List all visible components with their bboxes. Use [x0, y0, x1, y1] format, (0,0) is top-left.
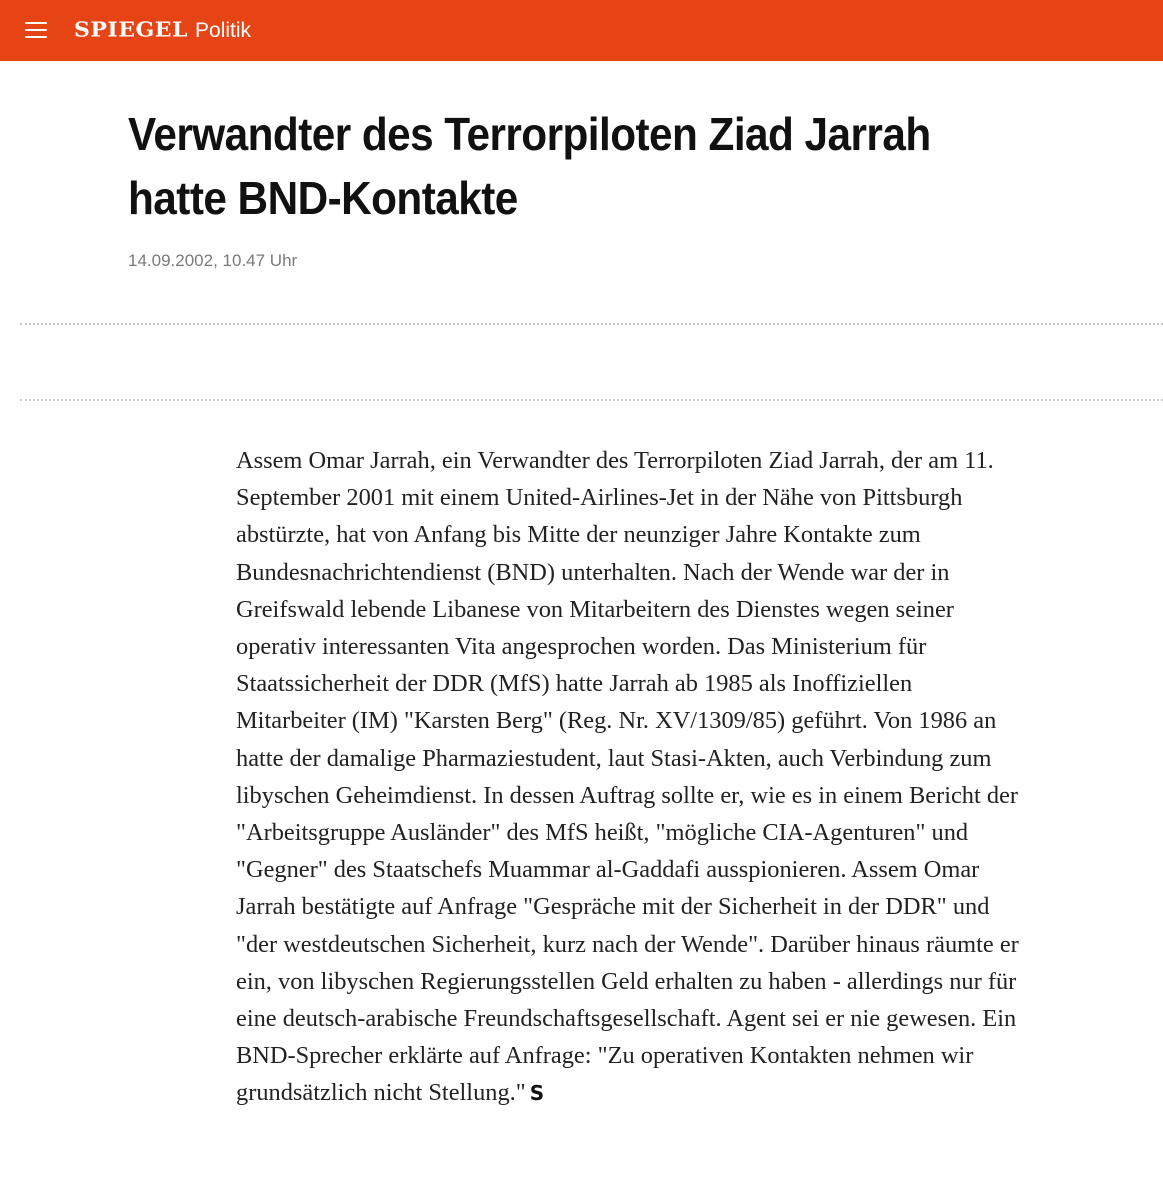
spiegel-logo: SPIEGEL — [74, 17, 189, 43]
divider — [20, 323, 1163, 325]
article-date: 14.09.2002, 10.47 Uhr — [128, 251, 298, 270]
article-body — [236, 442, 1026, 1113]
section-label: Politik — [195, 19, 252, 42]
article-headline: Verwandter des Terrorpiloten Ziad Jarrah hatte BND-Kontakte — [128, 108, 931, 224]
spiegel-brand-link[interactable] — [74, 17, 251, 45]
article-body-text: Assem Omar Jarrah, ein Verwandter des Terrorpiloten Ziad Jarrah, der am 11. September 2001 mit einem United-Airlines-Jet in der Nähe von Pittsburgh abstürzte, hat von Anfang bis Mitte der neunziger Jahre Kontakte zum Bundesnachrichtendienst (BND) unterhalten. Nach der Wende war der in Greifswald lebende Libanese von Mitarbeitern des Dienstes wegen seiner operativ interessanten Vita angesprochen worden. Das Ministerium für Staatssicherheit der DDR (MfS) hatte Jarrah ab 1985 als Inoffiziellen Mitarbeiter (IM) "Karsten Berg" (Reg. Nr. XV/1309/85) geführt. Von 1986 an hatte der damalige Pharmaziestudent, laut Stasi-Akten, auch Verbindung zum libyschen Geheimdienst. In dessen Auftrag sollte er, wie es in einem Bericht der "Arbeitsgruppe Ausländer" des MfS heißt, "mögliche CIA-Agenturen" und "Gegner" des Staatschefs Muammar al-Gaddafi ausspionieren. Assem Omar Jarrah bestätigte auf Anfrage "Gespräche mit der Sicherheit in der DDR" und "der westdeutschen Sicherheit, kurz nach der Wende". Darüber hinaus räumte er ein, von libyschen Regierungsstellen Geld erhalten zu haben - allerdings nur für eine deutsch-arabische Freundschaftsgesellschaft. Agent sei er nie gewesen. Ein BND-Sprecher erklärte auf Anfrage: "Zu operativen Kontakten nehmen wir grundsätzlich nicht Stellung." — [236, 447, 1019, 1107]
spiegel-end-mark-icon: S — [529, 1081, 545, 1106]
hamburger-menu-icon[interactable] — [25, 22, 47, 38]
top-navigation-bar — [0, 0, 1163, 61]
divider — [20, 399, 1163, 401]
